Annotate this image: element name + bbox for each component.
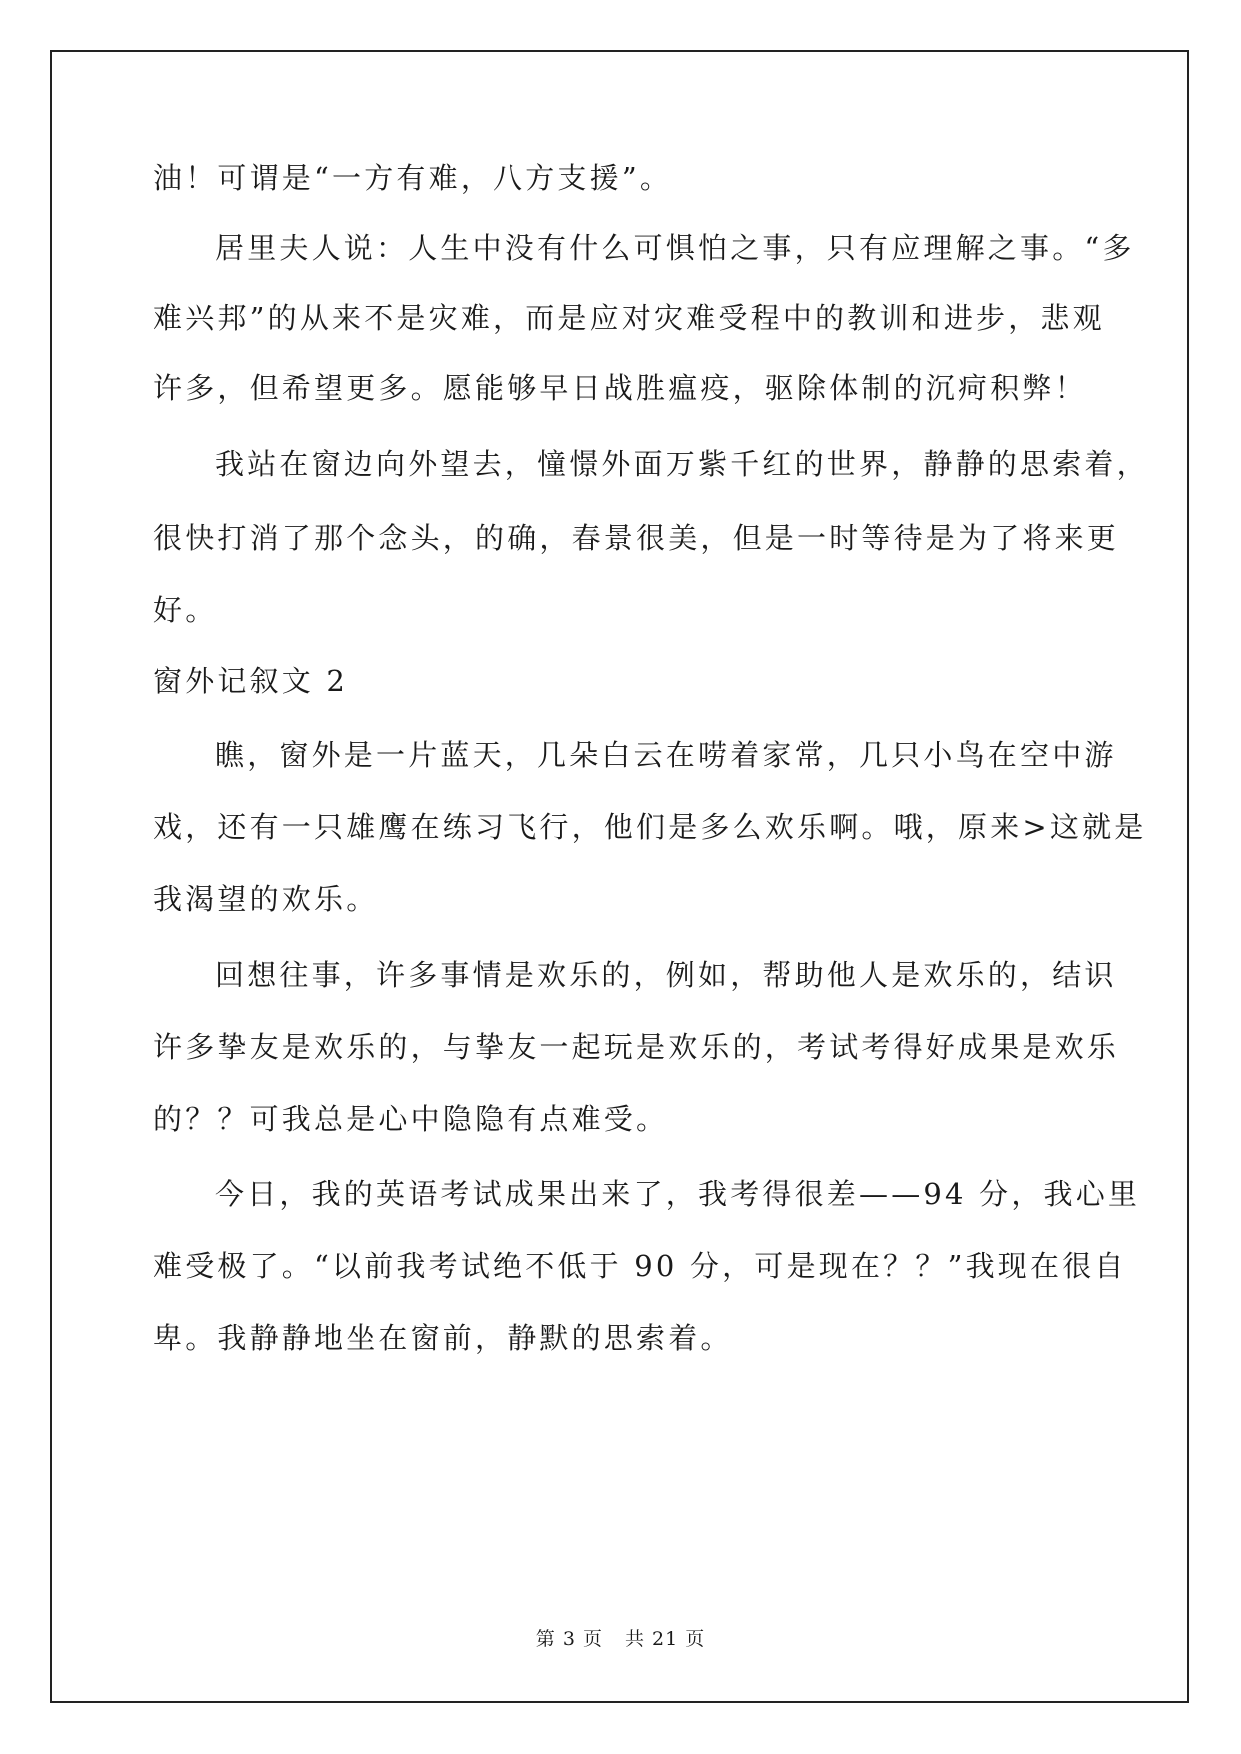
text-line: 好。 [153,593,218,627]
text-line: 的？？可我总是心中隐隐有点难受。 [153,1102,669,1136]
text-line: 许多挚友是欢乐的，与挚友一起玩是欢乐的，考试考得好成果是欢乐 [153,1030,1120,1064]
text-line: 戏，还有一只雄鹰在练习飞行，他们是多么欢乐啊。哦，原来>这就是 [153,810,1147,844]
text-line: 许多，但希望更多。愿能够早日战胜瘟疫，驱除体制的沉疴积弊！ [153,371,1087,405]
text-line: 我渴望的欢乐。 [153,882,379,916]
text-line: 难兴邦”的从来不是灾难，而是应对灾难受程中的教训和进步，悲观 [153,301,1105,335]
page-footer [0,1624,1241,1651]
section-heading: 窗外记叙文 2 [153,664,349,698]
text-line: 难受极了。“以前我考试绝不低于 90 分，可是现在？？”我现在很自 [153,1249,1127,1283]
page-number: 第 3 页 [535,1628,603,1650]
paragraph-start-line: 回想往事，许多事情是欢乐的，例如，帮助他人是欢乐的，结识 [215,958,1117,992]
paragraph-start-line: 我站在窗边向外望去，憧憬外面万紫千红的世界，静静的思索着， [215,447,1149,481]
total-pages: 共 21 页 [624,1628,706,1650]
text-line: 油！可谓是“一方有难，八方支援”。 [153,161,673,195]
text-line: 卑。我静静地坐在窗前，静默的思索着。 [153,1321,733,1355]
paragraph-start-line: 瞧，窗外是一片蓝天，几朵白云在唠着家常，几只小鸟在空中游 [215,738,1117,772]
paragraph-start-line: 居里夫人说：人生中没有什么可惧怕之事，只有应理解之事。“多 [215,231,1135,265]
paragraph-start-line: 今日，我的英语考试成果出来了，我考得很差——94 分，我心里 [215,1177,1141,1211]
text-line: 很快打消了那个念头，的确，春景很美，但是一时等待是为了将来更 [153,521,1120,555]
